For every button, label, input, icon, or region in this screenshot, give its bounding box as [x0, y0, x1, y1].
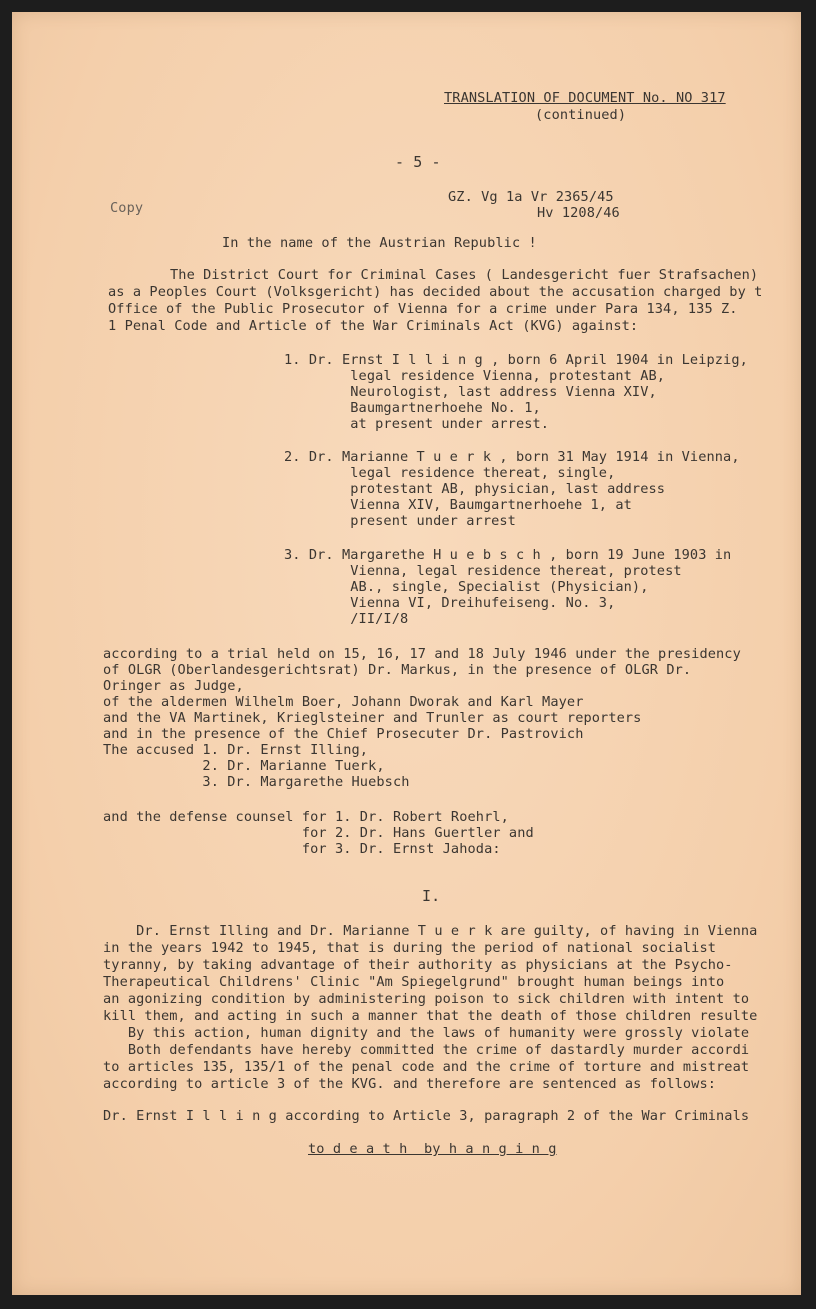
accused-line: present under arrest — [284, 513, 516, 529]
accused-line: 2. Dr. Marianne T u e r k , born 31 May 1914 in Vienna, — [284, 449, 740, 465]
trial-line: and in the presence of the Chief Prosecuter Dr. Pastrovich — [103, 726, 584, 742]
verdict-line: according to article 3 of the KVG. and therefore are sentenced as follows: — [103, 1076, 717, 1092]
accused-line: AB., single, Specialist (Physician), — [284, 579, 649, 595]
section-numeral: I. — [422, 887, 441, 905]
trial-line: of the aldermen Wilhelm Boer, Johann Dworak and Karl Mayer — [103, 694, 584, 710]
verdict-line: Dr. Ernst Illing and Dr. Marianne T u e r k are guilty, of having in Vienna — [103, 923, 758, 939]
accused-line: at present under arrest. — [284, 416, 550, 432]
continued-note: (continued) — [535, 107, 627, 123]
trial-line: 2. Dr. Marianne Tuerk, — [103, 758, 385, 774]
intro-line-3: Office of the Public Prosecutor of Vienna for a crime under Para 134, 135 Z. — [108, 301, 738, 317]
trial-line: of OLGR (Oberlandesgerichtsrat) Dr. Markus, in the presence of OLGR Dr. — [103, 662, 692, 678]
accused-line: Vienna VI, Dreihufeiseng. No. 3, — [284, 595, 616, 611]
accused-line: legal residence thereat, single, — [284, 465, 616, 481]
trial-line: and the VA Martinek, Krieglsteiner and Trunler as court reporters — [103, 710, 642, 726]
verdict-line: Both defendants have hereby committed the crime of dastardly murder accordi — [103, 1042, 750, 1058]
accused-line: Vienna, legal residence thereat, protest — [284, 563, 682, 579]
trial-line: according to a trial held on 15, 16, 17 and 18 July 1946 under the presidency — [103, 646, 741, 662]
page-number: - 5 - — [395, 153, 441, 171]
trial-line: Oringer as Judge, — [103, 678, 244, 694]
copy-label: Copy — [110, 200, 144, 216]
accused-line: 3. Dr. Margarethe H u e b s c h , born 19 June 1903 in — [284, 547, 732, 563]
accused-line: Baumgartnerhoehe No. 1, — [284, 400, 541, 416]
verdict-line: tyranny, by taking advantage of their authority as physicians at the Psycho- — [103, 957, 733, 973]
verdict-line: By this action, human dignity and the laws of humanity were grossly violate — [103, 1025, 750, 1041]
trial-line: 3. Dr. Margarethe Huebsch — [103, 774, 410, 790]
document-title: TRANSLATION OF DOCUMENT No. NO 317 — [444, 90, 726, 106]
intro-line-2: as a Peoples Court (Volksgericht) has decided about the accusation charged by t — [108, 284, 763, 300]
intro-line-1: The District Court for Criminal Cases ( Landesgericht fuer Strafsachen) — [170, 267, 759, 283]
hv-reference: Hv 1208/46 — [537, 205, 620, 221]
accused-line: 1. Dr. Ernst I l l i n g , born 6 April 1904 in Leipzig, — [284, 352, 748, 368]
sentence-line: Dr. Ernst I l l i n g according to Article 3, paragraph 2 of the War Criminals — [103, 1108, 750, 1124]
accused-line: Vienna XIV, Baumgartnerhoehe 1, at — [284, 497, 632, 513]
verdict-line: an agonizing condition by administering poison to sick children with intent to — [103, 991, 750, 1007]
gz-reference: GZ. Vg 1a Vr 2365/45 — [448, 189, 614, 205]
counsel-line: and the defense counsel for 1. Dr. Robert Roehrl, — [103, 809, 509, 825]
counsel-line: for 3. Dr. Ernst Jahoda: — [103, 841, 501, 857]
court-heading: In the name of the Austrian Republic ! — [222, 235, 537, 251]
verdict-line: Therapeutical Childrens' Clinic "Am Spiegelgrund" brought human beings into — [103, 974, 725, 990]
paper-page — [12, 12, 801, 1295]
accused-line: protestant AB, physician, last address — [284, 481, 666, 497]
accused-line: legal residence Vienna, protestant AB, — [284, 368, 666, 384]
verdict-line: kill them, and acting in such a manner that the death of those children resulte — [103, 1008, 758, 1024]
verdict-line: in the years 1942 to 1945, that is during the period of national socialist — [103, 940, 717, 956]
trial-line: The accused 1. Dr. Ernst Illing, — [103, 742, 369, 758]
verdict-line: to articles 135, 135/1 of the penal code and the crime of torture and mistreat — [103, 1059, 750, 1075]
accused-line: /II/I/8 — [284, 611, 409, 627]
death-sentence: to d e a t h by h a n g i n g — [308, 1141, 557, 1157]
counsel-line: for 2. Dr. Hans Guertler and — [103, 825, 534, 841]
accused-line: Neurologist, last address Vienna XIV, — [284, 384, 657, 400]
intro-line-4: 1 Penal Code and Article of the War Criminals Act (KVG) against: — [108, 318, 639, 334]
